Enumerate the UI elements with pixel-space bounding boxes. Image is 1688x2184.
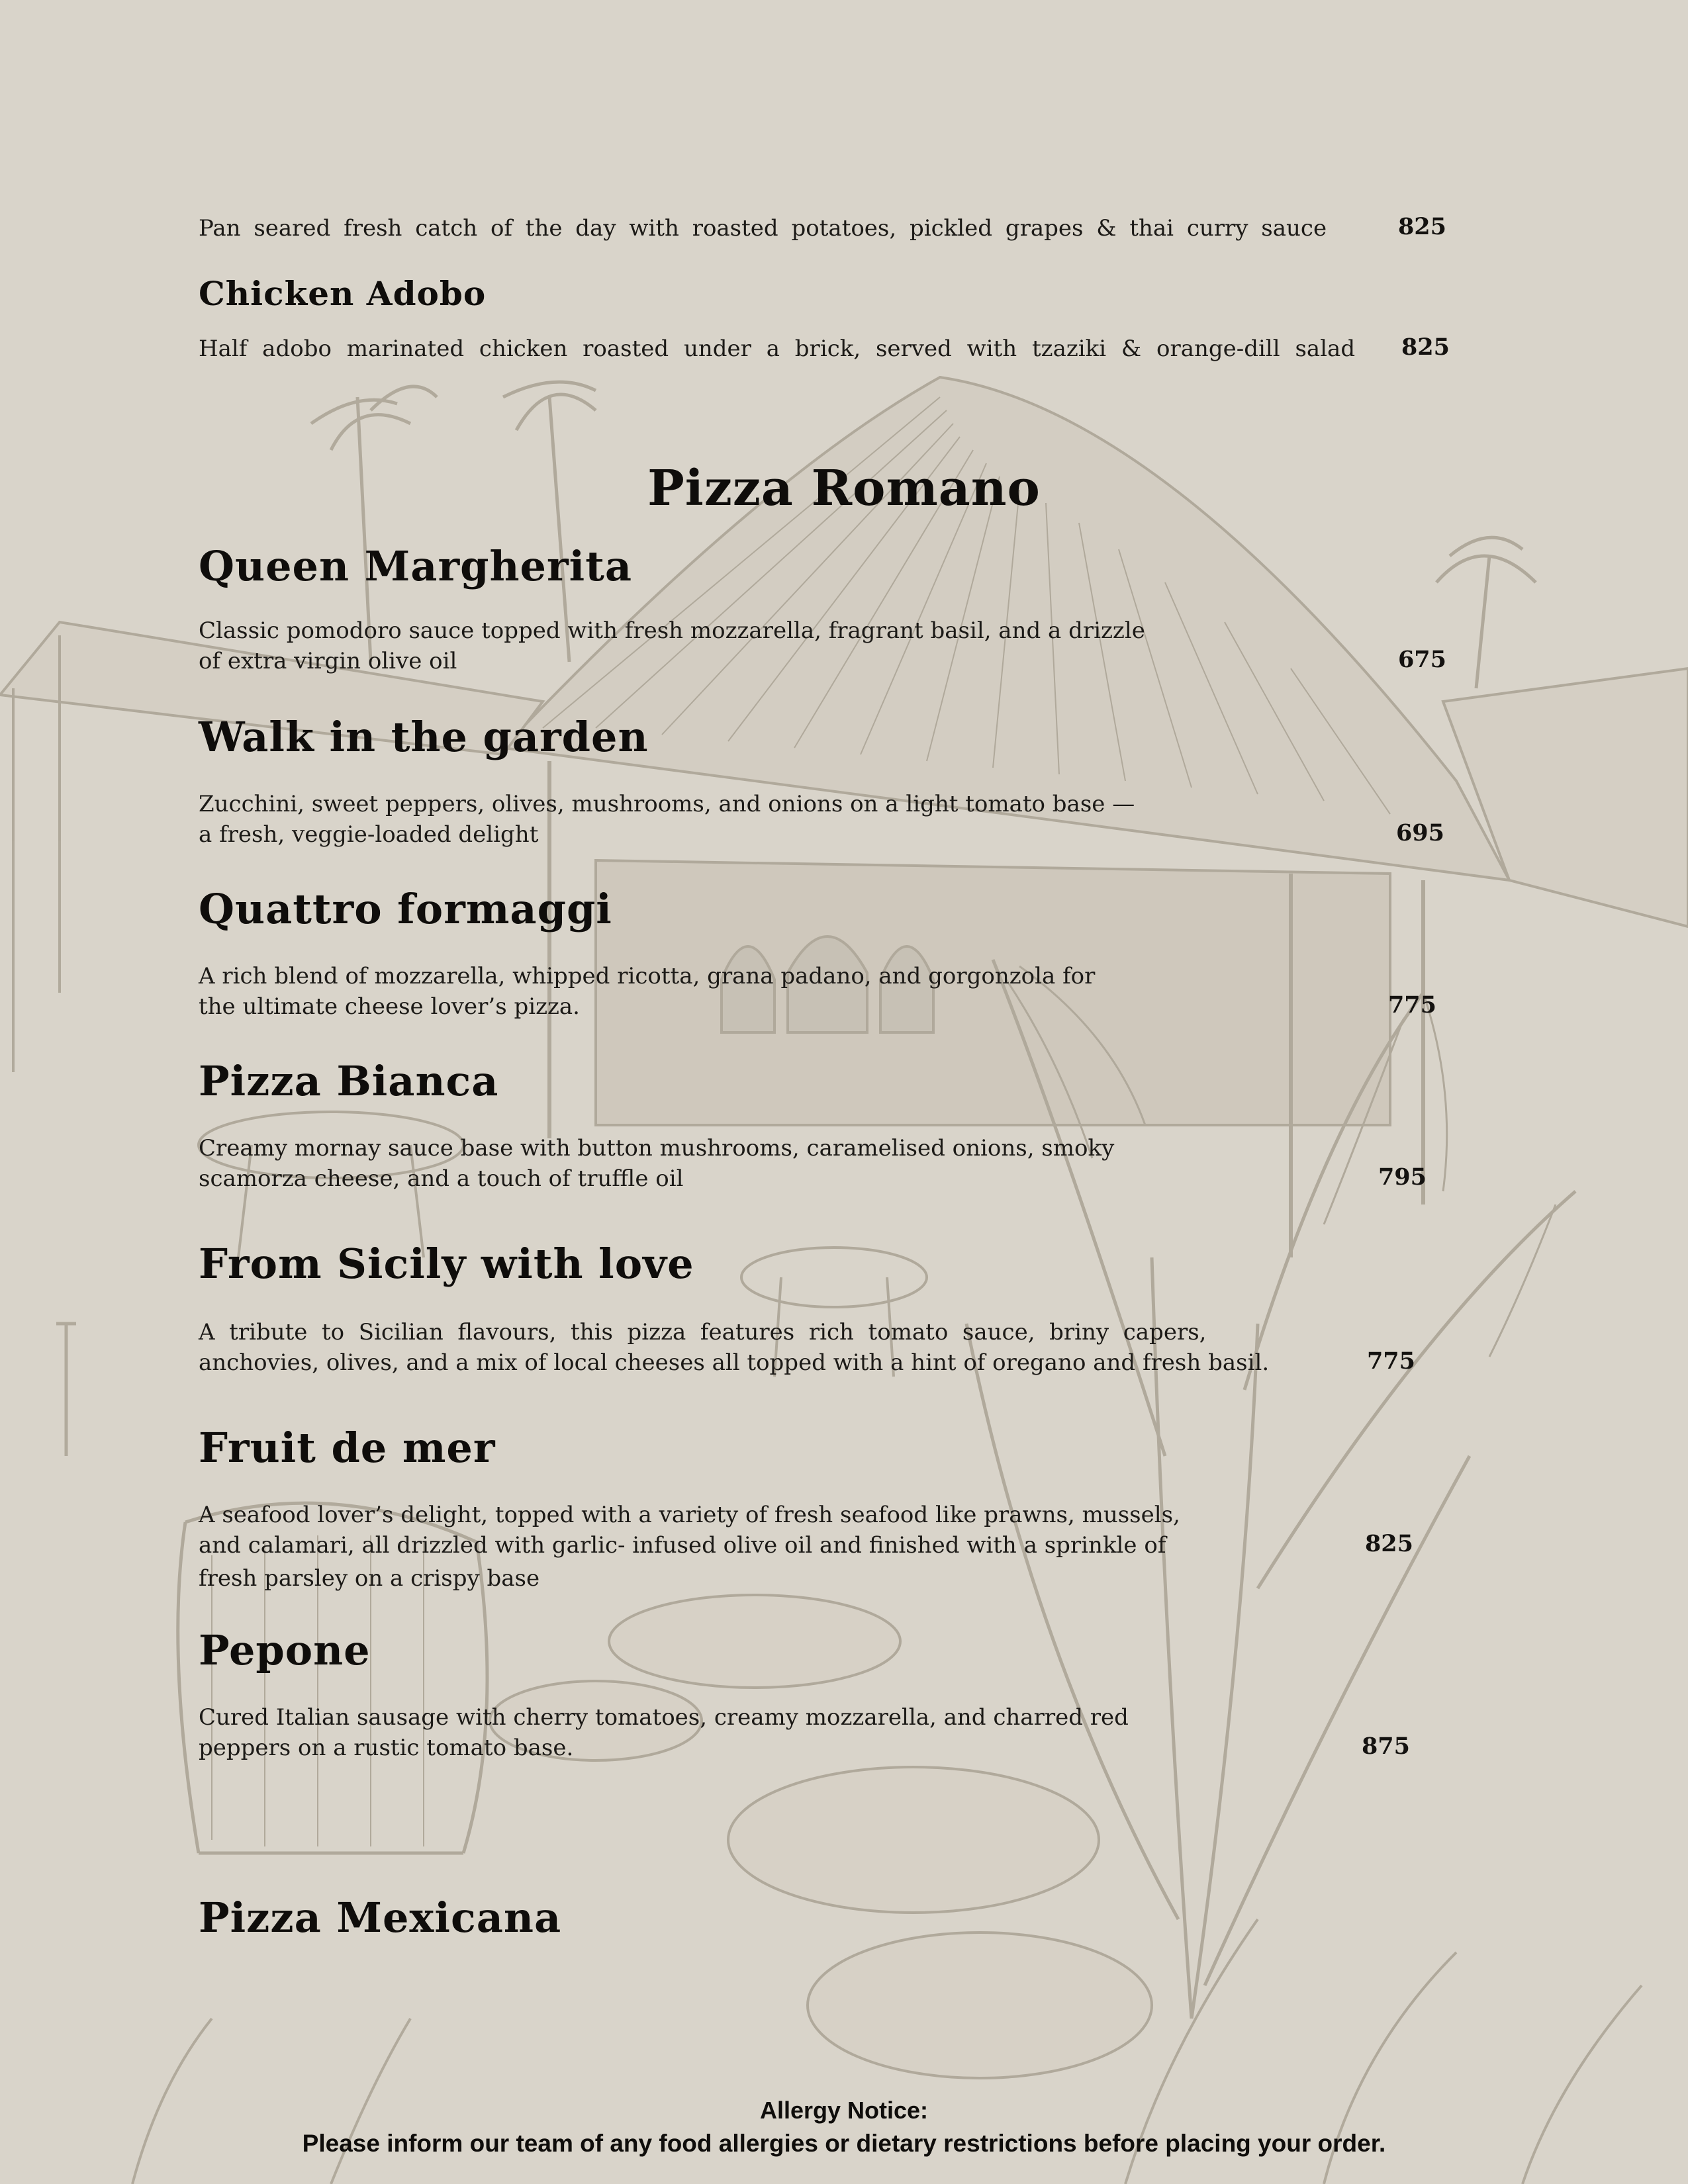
item-title-chicken-adobo: Chicken Adobo — [199, 274, 487, 313]
item-title-quattro-formaggi: Quattro formaggi — [199, 885, 612, 933]
item-title-pizza-bianca: Pizza Bianca — [199, 1057, 499, 1105]
item-description: scamorza cheese, and a touch of truffle oil — [199, 1165, 684, 1192]
item-price: 775 — [1387, 991, 1436, 1019]
item-description: Classic pomodoro sauce topped with fresh mozzarella, fragrant basil, and a drizzle — [199, 617, 1145, 644]
item-description: Cured Italian sausage with cherry tomatoes, creamy mozzarella, and charred red — [199, 1704, 1129, 1731]
item-price: 875 — [1361, 1733, 1410, 1760]
item-title-queen-margherita: Queen Margherita — [199, 542, 633, 590]
item-description: the ultimate cheese lover’s pizza. — [199, 993, 580, 1020]
item-description: and calamari, all drizzled with garlic- infused olive oil and finished with a sprinkle of — [199, 1532, 1166, 1559]
item-description: fresh parsley on a crispy base — [199, 1565, 540, 1592]
item-title-from-sicily-with-love: From Sicily with love — [199, 1240, 694, 1288]
item-description: Zucchini, sweet peppers, olives, mushrooms, and onions on a light tomato base — — [199, 791, 1135, 817]
allergy-notice-heading: Allergy Notice: — [759, 2097, 929, 2124]
item-price: 825 — [1401, 334, 1450, 361]
allergy-notice-text: Please inform our team of any food allergies or dietary restrictions before placing your order. — [302, 2130, 1386, 2157]
item-price: 825 — [1397, 213, 1446, 240]
item-description: A rich blend of mozzarella, whipped ricotta, grana padano, and gorgonzola for — [199, 963, 1096, 989]
item-title-pizza-mexicana: Pizza Mexicana — [199, 1893, 562, 1942]
item-description: Pan seared fresh catch of the day with roasted potatoes, pickled grapes & thai curry sauce — [199, 215, 1327, 242]
item-description: peppers on a rustic tomato base. — [199, 1735, 574, 1761]
item-description: a fresh, veggie-loaded delight — [199, 821, 539, 848]
item-description: anchovies, olives, and a mix of local cheeses all topped with a hint of oregano and fresh basil. — [199, 1349, 1270, 1376]
item-price: 695 — [1395, 819, 1444, 846]
item-description: Creamy mornay sauce base with button mushrooms, caramelised onions, smoky — [199, 1135, 1115, 1161]
item-title-fruit-de-mer: Fruit de mer — [199, 1424, 496, 1472]
item-price: 675 — [1397, 646, 1446, 673]
section-title-pizza-romano: Pizza Romano — [647, 460, 1041, 517]
item-description: Half adobo marinated chicken roasted under a brick, served with tzaziki & orange-dill salad — [199, 336, 1356, 362]
item-title-walk-in-the-garden: Walk in the garden — [199, 713, 649, 761]
item-title-pepone: Pepone — [199, 1626, 371, 1674]
item-price: 795 — [1378, 1163, 1427, 1191]
item-description: A tribute to Sicilian flavours, this pizza features rich tomato sauce, briny capers, — [199, 1319, 1207, 1345]
item-price: 775 — [1366, 1347, 1415, 1375]
item-description: of extra virgin olive oil — [199, 648, 457, 674]
item-description: A seafood lover’s delight, topped with a variety of fresh seafood like prawns, mussels, — [199, 1502, 1180, 1528]
item-price: 825 — [1364, 1530, 1413, 1557]
